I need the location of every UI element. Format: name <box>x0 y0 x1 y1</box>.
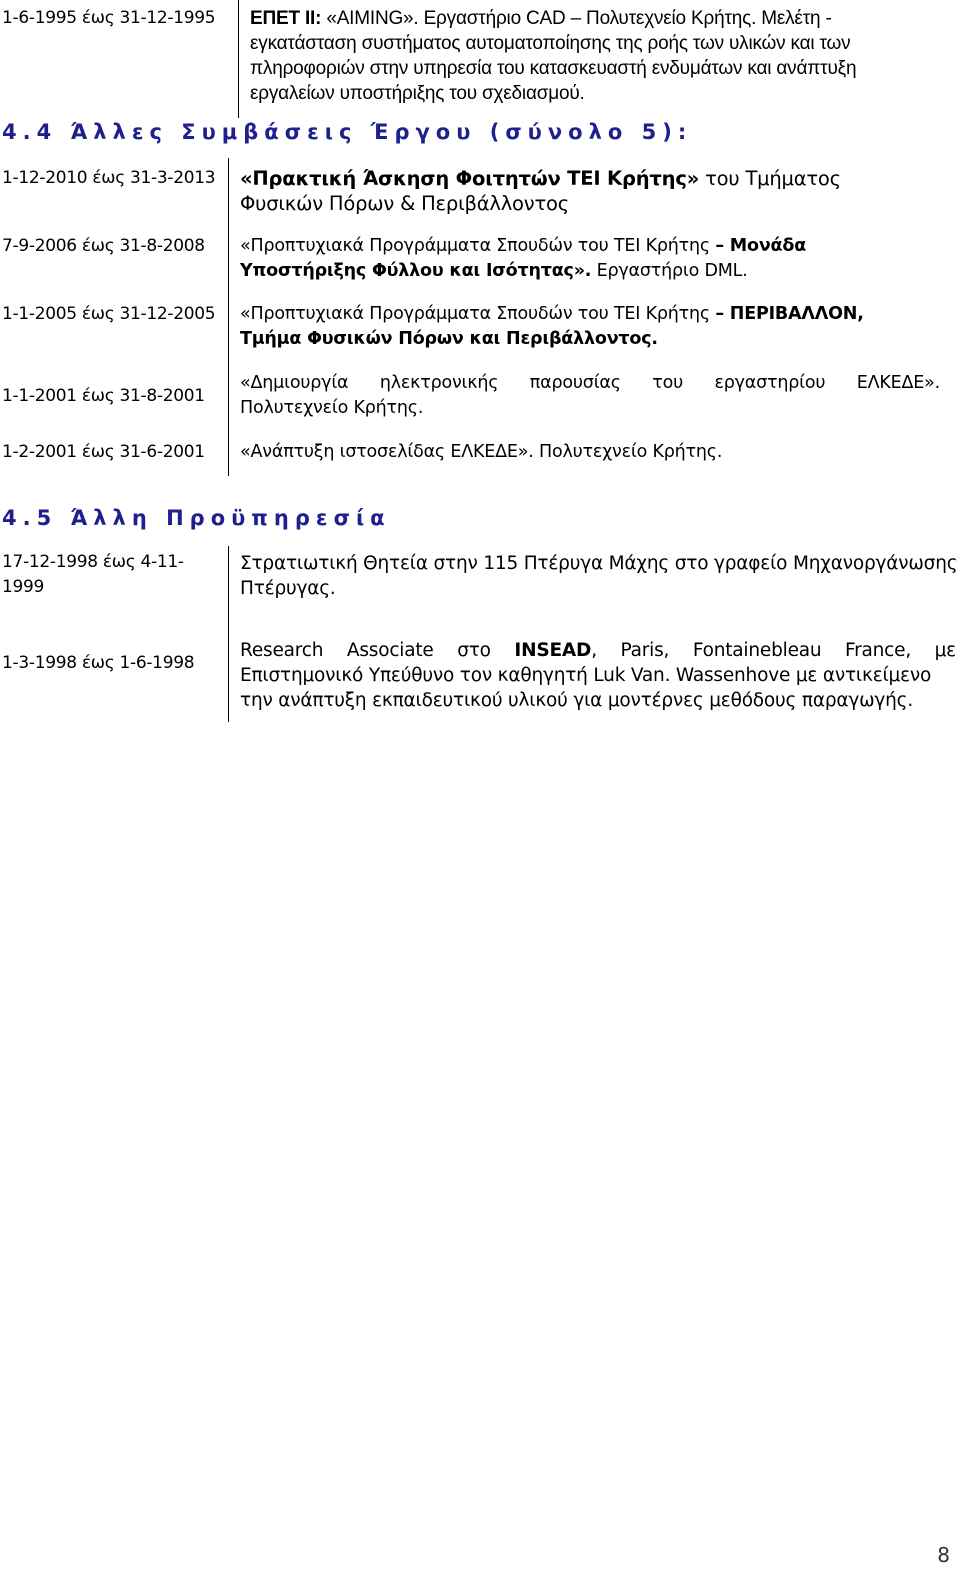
entry-date: 1-12-2010 έως 31-3-2013 <box>2 168 216 188</box>
desc-text: Πτέρυγας. <box>240 578 336 599</box>
desc-text: «Προπτυχιακά Προγράμματα Σπουδών του ΤΕΙ Κρήτης <box>240 236 716 256</box>
desc-text: Επιστημονικό Υπεύθυνο τον καθηγητή Luk Van. Wassenhove με αντικείμενο <box>240 665 932 686</box>
entry-description <box>240 302 950 352</box>
project-code: ΕΠΕΤ ΙΙ: <box>250 8 322 29</box>
entry-description <box>240 440 940 465</box>
entry-date <box>2 550 184 600</box>
entry-description <box>250 6 950 106</box>
entry-date: 1-2-2001 έως 31-6-2001 <box>2 442 205 462</box>
column-divider <box>228 158 229 476</box>
entry-date: 1-1-2005 έως 31-12-2005 <box>2 304 216 324</box>
desc-text: «Προπτυχιακά Προγράμματα Σπουδών του ΤΕΙ Κρήτης <box>240 304 716 324</box>
desc-text: Στρατιωτική Θητεία στην 115 Πτέρυγα Μάχης στο γραφείο Μηχανοργάνωσης <box>240 553 958 574</box>
entry-date: 1-6-1995 έως 31-12-1995 <box>2 8 216 28</box>
desc-bold: Υποστήριξης Φύλλου και Ισότητας». <box>240 261 592 281</box>
desc-text: την ανάπτυξη εκπαιδευτικού υλικού για μοντέρνες μεθόδους παραγωγής. <box>240 690 914 711</box>
desc-text: Research Associate στο <box>240 640 515 661</box>
desc-text: «Δημιουργία ηλεκτρονικής παρουσίας του εργαστηρίου ΕΛΚΕΔΕ». <box>240 373 940 393</box>
desc-text: του Τμήματος <box>699 167 841 190</box>
entry-description <box>240 551 958 601</box>
entry-description <box>240 371 940 421</box>
desc-text: Φυσικών Πόρων & Περιβάλλοντος <box>240 192 569 215</box>
desc-bold: «Πρακτική Άσκηση Φοιτητών ΤΕΙ Κρήτης» <box>240 167 700 190</box>
desc-bold: INSEAD <box>514 640 592 661</box>
desc-bold: – Μονάδα <box>715 236 807 256</box>
section-heading-4-5: 4.5 Άλλη Προϋπηρεσία <box>2 506 391 530</box>
entry-description <box>240 234 950 284</box>
entry-date: 7-9-2006 έως 31-8-2008 <box>2 236 205 256</box>
date-line: 17-12-1998 έως 4-11- <box>2 552 184 572</box>
desc-bold: – ΠΕΡΙΒΑΛΛΟΝ, <box>715 304 864 324</box>
desc-text: Πολυτεχνείο Κρήτης. <box>240 398 424 418</box>
column-divider <box>238 0 239 118</box>
entry-description <box>240 166 940 216</box>
date-line: 1999 <box>2 577 45 597</box>
desc-text: Εργαστήριο DML. <box>591 261 748 281</box>
column-divider <box>228 546 229 722</box>
desc-text: πληροφοριών στην υπηρεσία του κατασκευαστή ενδυμάτων και ανάπτυξη <box>250 58 857 79</box>
entry-date: 1-1-2001 έως 31-8-2001 <box>2 386 205 406</box>
desc-text: «AIMING». Εργαστήριο CAD – Πολυτεχνείο Κρήτης. Μελέτη - <box>321 8 832 29</box>
desc-text: «Ανάπτυξη ιστοσελίδας ΕΛΚΕΔΕ». Πολυτεχνείο Κρήτης. <box>240 442 723 462</box>
desc-text: εγκατάσταση συστήματος αυτοματοποίησης της ροής των υλικών και των <box>250 33 851 54</box>
section-heading-4-4: 4.4 Άλλες Συμβάσεις Έργου (σύνολο 5): <box>2 120 693 144</box>
page-number: 8 <box>937 1543 950 1567</box>
desc-text: , Paris, Fontainebleau France, με <box>591 640 956 661</box>
desc-bold: Τμήμα Φυσικών Πόρων και Περιβάλλοντος. <box>240 329 658 349</box>
desc-text: εργαλείων υποστήριξης του σχεδιασμού. <box>250 83 585 104</box>
entry-description <box>240 638 956 713</box>
entry-date: 1-3-1998 έως 1-6-1998 <box>2 653 195 673</box>
